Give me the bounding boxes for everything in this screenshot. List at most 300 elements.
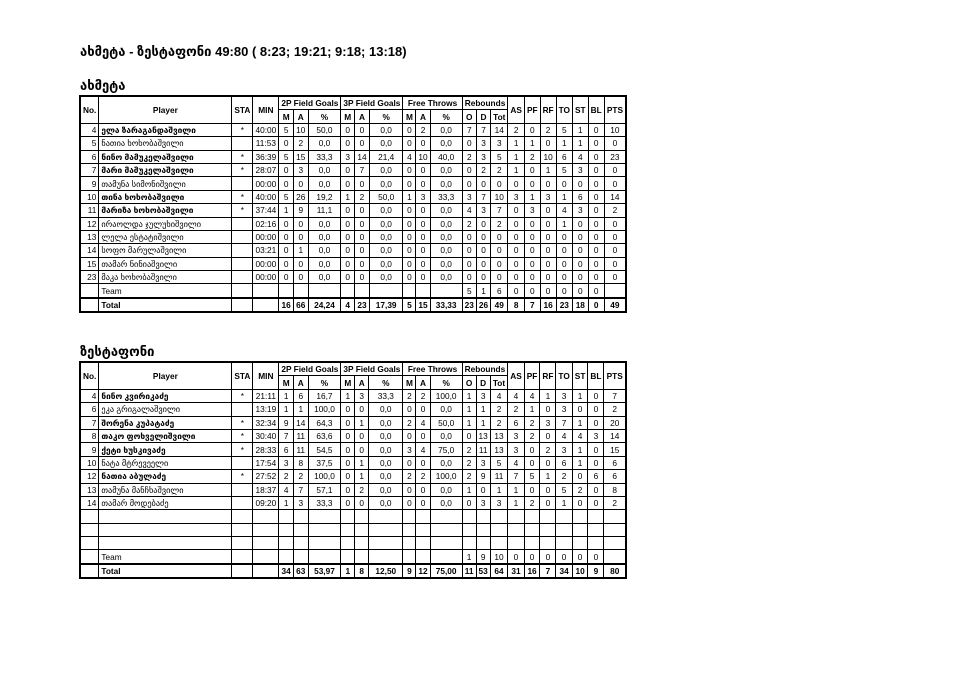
stat-cell: 4 [524,389,540,402]
stat-cell: 21:11 [253,389,279,402]
stat-cell: 0 [403,483,416,496]
stat-cell: 0 [588,177,604,190]
stat-cell: 0,0 [369,217,403,230]
stat-cell: 0 [416,403,430,416]
empty-cell [80,537,99,550]
stat-cell: 5 [556,123,572,136]
stat-cell: 0,0 [430,456,462,469]
stat-cell: 0 [604,137,626,150]
stat-cell: 0 [604,257,626,270]
stat-cell: 40:00 [253,123,279,136]
stat-cell: 0,0 [369,123,403,136]
stat-cell: 0 [524,550,540,564]
stat-cell: 0 [556,284,572,298]
empty-cell [572,537,588,550]
total-cell: 80 [604,564,626,578]
player-number: 9 [80,443,99,456]
stat-cell: 63,6 [308,429,341,442]
stat-cell [341,550,355,564]
empty-row [80,537,626,550]
stat-cell: 0 [355,496,369,509]
team-label: Team [99,550,232,564]
stat-cell: 2 [416,123,430,136]
stat-cell: 100,0 [308,470,341,483]
stat-cell: 0 [588,443,604,456]
stat-cell: 0 [403,204,416,217]
stat-cell: 0 [540,244,556,257]
stat-cell: 7 [508,470,525,483]
stat-cell: 14 [604,429,626,442]
stat-cell: 0 [540,403,556,416]
total-cell: 5 [403,298,416,312]
header-player: Player [99,96,232,123]
stat-cell: 0 [355,429,369,442]
stat-cell: 28:07 [253,163,279,176]
stat-cell: 0 [588,190,604,203]
stat-cell: 0 [341,257,355,270]
stat-cell: 6 [604,470,626,483]
subheader-m: M [403,376,416,389]
stat-cell: 5 [524,470,540,483]
stat-cell: 0,0 [430,137,462,150]
stat-cell [232,496,253,509]
empty-cell [556,523,572,536]
header-min: MIN [253,96,279,123]
stat-cell: 0,0 [430,204,462,217]
stat-cell: * [232,163,253,176]
stat-cell: 0 [573,284,589,298]
stat-cell: 0,0 [430,244,462,257]
empty-cell [604,523,626,536]
stat-cell: 8 [604,483,626,496]
header-bl: BL [588,362,604,389]
stat-cell: 4 [573,150,589,163]
stat-cell [430,550,462,564]
stat-cell: 0 [476,483,490,496]
stat-cell: 0 [588,550,604,564]
stat-cell: 0 [524,230,540,243]
total-label: Total [99,564,232,578]
stat-cell: 0,0 [369,137,403,150]
stat-cell: 0 [508,217,525,230]
stat-cell: 100,0 [430,389,462,402]
stat-cell: 0,0 [308,271,341,284]
stat-cell: 0 [403,177,416,190]
stat-cell: 9 [476,470,490,483]
stat-cell: 1 [572,416,588,429]
header-as: AS [508,362,525,389]
empty-cell [462,523,476,536]
player-name: თამარ მოდებაძე [99,496,232,509]
stat-cell [232,230,253,243]
stat-cell: 0 [279,271,294,284]
stat-cell: 0 [573,217,589,230]
player-number: 13 [80,230,99,243]
subheader-a: A [416,376,430,389]
empty-cell [279,523,294,536]
empty-cell [293,523,308,536]
player-name: ნინო კვირიკაძე [99,389,232,402]
empty-cell [430,537,462,550]
stat-cell: 0 [588,204,604,217]
empty-cell [99,537,232,550]
stat-cell: 0 [341,443,355,456]
stat-cell: 0 [416,244,430,257]
stat-cell: 0 [573,257,589,270]
subheader-d: D [476,376,490,389]
stat-cell: 13 [490,443,507,456]
stat-cell: 0 [341,217,355,230]
stat-cell: 0 [476,257,490,270]
total-cell: 7 [540,564,556,578]
stat-cell [416,550,430,564]
stat-cell: 50,0 [308,123,341,136]
stat-cell: 3 [588,429,604,442]
stat-cell: * [232,190,253,203]
stat-cell: 4 [416,416,430,429]
stat-cell: 1 [508,137,525,150]
stat-cell: 0 [341,244,355,257]
stat-cell: 0 [403,257,416,270]
stat-cell: 1 [572,456,588,469]
stat-cell: 0,0 [308,163,341,176]
stat-cell: 0 [588,123,604,136]
stat-cell: 0 [341,163,355,176]
empty-cell [588,523,604,536]
header-pf: PF [524,96,540,123]
empty-cell [572,523,588,536]
header-ft: Free Throws [403,362,462,376]
subheader-d: D [476,110,490,123]
stat-cell: 0 [476,271,490,284]
stat-cell: 3 [476,456,490,469]
empty-cell [293,510,308,523]
player-name: თამუნა მანჩხაშვილი [99,483,232,496]
player-name: ნათია ხოხობაშვილი [99,137,232,150]
stat-cell: 5 [279,123,294,136]
stat-cell: 0 [416,429,430,442]
stat-cell: 0 [491,230,508,243]
player-name: მაკა ხოხობაშვილი [99,271,232,284]
stat-cell: 15 [604,443,626,456]
stat-cell: 0,0 [369,429,403,442]
total-cell: 49 [604,298,626,312]
empty-cell [99,523,232,536]
stat-cell [232,271,253,284]
player-number: 7 [80,416,99,429]
subheader-m: M [341,110,355,123]
player-row [80,271,626,284]
stat-cell: 1 [524,403,540,416]
stat-cell: 1 [355,456,369,469]
stat-cell: 0,0 [369,470,403,483]
stat-cell: 0 [573,244,589,257]
stat-cell [232,550,253,564]
stat-cell: 0 [491,177,508,190]
stat-cell: 1 [524,137,540,150]
stat-cell: 0 [355,403,369,416]
stat-cell: 0 [588,284,604,298]
stat-cell [369,550,403,564]
stat-cell: 0 [341,123,355,136]
player-row [80,217,626,230]
stat-cell [232,257,253,270]
stat-cell: 0 [508,271,525,284]
stat-cell: 0 [588,150,604,163]
stat-cell: 0,0 [430,163,462,176]
stat-cell: 0 [293,271,308,284]
stat-cell: 0 [556,257,572,270]
header-3p: 3P Field Goals [341,96,403,110]
header-to: TO [556,362,572,389]
stat-cell: 0,0 [369,443,403,456]
stat-cell: 0 [588,416,604,429]
empty-cell [369,537,403,550]
stat-cell: 0 [524,271,540,284]
stat-cell: 6 [491,284,508,298]
subheader-pct: % [430,376,462,389]
player-name: მარიზა ხოხობაშვილი [99,204,232,217]
stat-cell: 5 [279,150,294,163]
stat-cell: 0 [341,177,355,190]
stat-cell [80,550,99,564]
stat-cell: 1 [293,244,308,257]
stat-cell: 11 [293,429,308,442]
stat-cell: 0 [508,550,525,564]
player-name: თამარ ნინიაშვილი [99,257,232,270]
player-name: ელა ზარაგანდაშვილი [99,123,232,136]
total-cell: 34 [556,564,572,578]
stat-cell: 0 [341,137,355,150]
stat-cell: 10 [491,190,508,203]
stat-cell: * [232,429,253,442]
header-pts: PTS [604,96,626,123]
stat-cell: 2 [491,163,508,176]
subheader-pct: % [369,376,403,389]
header-rebounds: Rebounds [462,96,508,110]
stat-cell: 16,7 [308,389,341,402]
stat-cell: 3 [491,137,508,150]
stat-cell: 0 [540,496,556,509]
header-no: No. [80,362,99,389]
stat-cell: 3 [508,429,525,442]
player-row [80,150,626,163]
stat-cell: 0 [588,389,604,402]
stat-cell: 0 [556,230,572,243]
stat-cell [308,550,341,564]
stat-cell [293,550,308,564]
stat-cell: 0 [556,550,572,564]
stat-cell: 1 [403,190,416,203]
stat-cell: * [232,443,253,456]
empty-cell [293,537,308,550]
player-row [80,204,626,217]
player-row [80,470,626,483]
stat-cell: 6 [588,470,604,483]
stat-cell: 2 [556,470,572,483]
subheader-a: A [293,110,308,123]
total-cell: 26 [476,298,490,312]
empty-cell [253,523,279,536]
subheader-m: M [279,376,294,389]
stat-cell [279,284,294,298]
stat-cell: 0 [416,217,430,230]
stat-cell: 0,0 [430,123,462,136]
stat-cell: 0 [462,496,476,509]
stat-cell: 0,0 [430,403,462,416]
header-player: Player [99,362,232,389]
header-ft: Free Throws [403,96,462,110]
stat-cell: 0 [491,271,508,284]
stat-cell: * [232,150,253,163]
stat-cell: 2 [604,403,626,416]
total-cell: 53,97 [308,564,341,578]
total-cell: 18 [573,298,589,312]
stat-cell: 2 [491,217,508,230]
stat-cell: 0 [403,496,416,509]
stat-cell: 1 [540,470,556,483]
stat-cell: 1 [508,150,525,163]
stat-cell: 0 [540,284,556,298]
player-row [80,137,626,150]
stat-cell: 5 [490,456,507,469]
stat-cell: 4 [508,389,525,402]
empty-cell [80,510,99,523]
empty-cell [540,510,556,523]
stat-cell: 0 [341,271,355,284]
stat-cell: 0,0 [430,177,462,190]
stat-cell: 0 [403,456,416,469]
stat-cell: 3 [341,150,355,163]
stat-cell: 13:19 [253,403,279,416]
subheader-pct: % [369,110,403,123]
total-cell: 64 [490,564,507,578]
player-name: ქეტი ხუსკივაძე [99,443,232,456]
player-number: 10 [80,190,99,203]
stat-cell: 1 [556,217,572,230]
stat-cell: 0 [524,123,540,136]
total-cell [232,564,253,578]
total-cell: 16 [524,564,540,578]
player-name: ნატა მტრევეელი [99,456,232,469]
stat-cell: 1 [572,389,588,402]
stat-cell: 2 [403,470,416,483]
total-cell: 34 [279,564,294,578]
empty-cell [341,537,355,550]
stat-cell: 1 [540,389,556,402]
box-score-table-away [79,361,627,579]
stat-cell: 0,0 [430,271,462,284]
subheader-m: M [403,110,416,123]
stat-cell: 0,0 [369,456,403,469]
stat-cell: 0 [588,496,604,509]
stat-cell: 0 [416,456,430,469]
stat-cell: 20 [604,416,626,429]
stat-cell: 4 [416,443,430,456]
stat-cell: 33,3 [430,190,462,203]
player-number: 15 [80,257,99,270]
stat-cell: 2 [279,470,294,483]
stat-cell: 0 [416,496,430,509]
stat-cell: 3 [573,163,589,176]
stat-cell: 27:52 [253,470,279,483]
header-as: AS [508,96,525,123]
stat-cell: 0,0 [430,217,462,230]
stat-cell: 3 [556,389,572,402]
empty-row [80,523,626,536]
empty-cell [476,523,490,536]
player-number: 6 [80,403,99,416]
header-pts: PTS [604,362,626,389]
stat-cell: 0 [524,217,540,230]
stat-cell: 2 [462,470,476,483]
empty-cell [588,537,604,550]
stat-cell: 3 [476,496,490,509]
stat-cell: 0 [476,217,490,230]
stat-cell: 0 [462,429,476,442]
total-cell: 10 [572,564,588,578]
total-cell: 49 [491,298,508,312]
subheader-m: M [279,110,294,123]
empty-cell [416,523,430,536]
stat-cell: 0 [604,163,626,176]
stat-cell: 0 [279,177,294,190]
stat-cell: 1 [293,403,308,416]
stat-cell: * [232,389,253,402]
empty-cell [476,510,490,523]
stat-cell: 4 [462,204,476,217]
stat-cell: 0 [588,483,604,496]
stat-cell: 0 [588,271,604,284]
team-name-home: ახმეტა [80,78,126,93]
stat-cell: 0 [355,177,370,190]
empty-cell [572,510,588,523]
stat-cell [232,177,253,190]
empty-cell [588,510,604,523]
stat-cell: 11,1 [308,204,341,217]
player-row [80,443,626,456]
stat-cell: 0 [540,217,556,230]
player-name: ირაოლდა ჯულუხიშვილი [99,217,232,230]
player-row [80,190,626,203]
stat-cell: 0 [279,137,294,150]
stat-cell: 7 [462,123,476,136]
stat-cell: 0 [572,403,588,416]
stat-cell: 6 [556,150,572,163]
empty-cell [232,510,253,523]
stat-cell: 0 [403,163,416,176]
stat-cell: 9 [476,550,490,564]
header-rf: RF [540,96,556,123]
stat-cell: 1 [540,163,556,176]
stat-cell: 5 [556,483,572,496]
empty-cell [462,537,476,550]
stat-cell: 9 [279,416,294,429]
stat-cell: 11 [476,443,490,456]
stat-cell: 0 [524,163,540,176]
player-row [80,416,626,429]
stat-cell: 32:34 [253,416,279,429]
player-name: შორენა კუპატაძე [99,416,232,429]
stat-cell: 0 [540,429,556,442]
empty-cell [524,523,540,536]
stat-cell: 1 [476,416,490,429]
stat-cell: 3 [524,204,540,217]
stat-cell: 75,0 [430,443,462,456]
total-cell: 23 [355,298,370,312]
total-cell [253,564,279,578]
stat-cell: 2 [604,204,626,217]
